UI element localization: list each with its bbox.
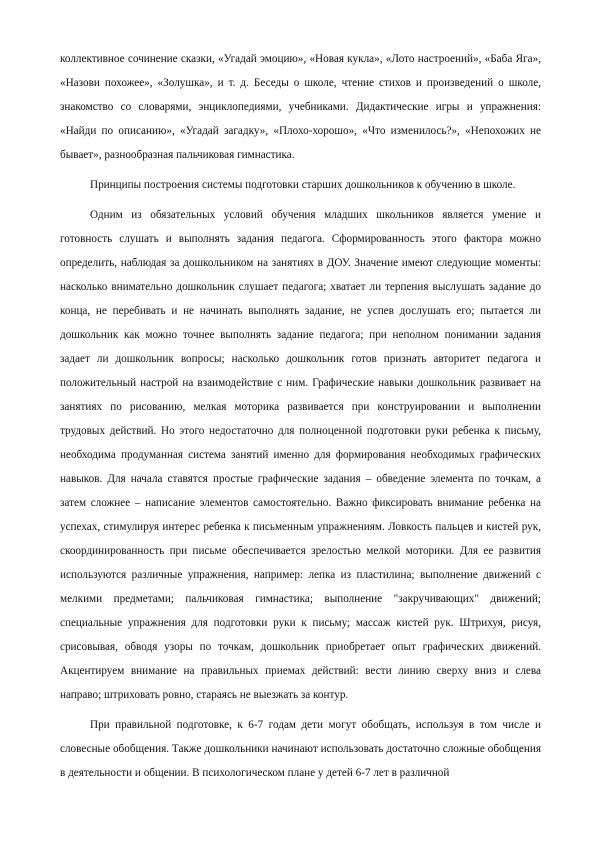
paragraph-principles-heading: Принципы построения системы подготовки старших дошкольников к обучению в школе. bbox=[90, 179, 516, 191]
paragraph-listening-skills: Одним из обязательных условий обучения младших школьников является умение и готовность слушать и выполнять задания педагога. Сформированность этого фактора можно определить, наблюдая за дошкольником на занятиях в ДОУ. Значение имеют следующие моменты: насколько внимательно дошкольник слушает педагога; хватает ли терпения выслушать задание до конца, не перебивать и не начинать выполнять задание, не успев дослушать его; пытается ли дошкольник как можно точнее выполнять задание педагога; при неполном понимании задания задает ли дошкольник вопросы; насколько дошкольник готов признать авторитет педагога и положительный настрой на взаимодействие с ним. Графические навыки дошкольник развивает на занятиях по рисованию, мелкая моторика развивается при конструировании и выполнении трудовых действий. Но этого недостаточно для полноценной подготовки руки ребенка к письму, необходима продуманная система занятий именно для формирования необходимых графических навыков. Для начала ставятся простые графические задания – обведение элемента по точкам, а затем сложнее – написание элементов самостоятельно. Важно фиксировать внимание ребенка на успехах, стимулируя интерес ребенка к письменным упражнениям. Ловкость пальцев и кистей рук, скоординированность при письме обеспечивается зрелостью мелкой моторики. Для ее развития используются различные упражнения, например: лепка из пластилина; выполнение движений с мелкими предметами; пальчиковая гимнастика; выполнение "закручивающих" движений; специальные упражнения для подготовки руки к письму; массаж кистей рук. Штрихуя, рисуя, срисовывая, обводя узоры по точкам, дошкольник приобретает опыт графических движений. Акцентируем внимание на правильных приемах действий: вести линию сверху вниз и слева направо; штриховать ровно, стараясь не выезжать за контур. bbox=[60, 209, 541, 701]
document-page bbox=[60, 47, 541, 785]
paragraph-games-list: коллективное сочинение сказки, «Угадай эмоцию», «Новая кукла», «Лото настроений», «Баба Яга», «Назови похожее», «Золушка», и т. д. Беседы о школе, чтение стихов и произведений о школе, знакомство со словарями, энциклопедиями, учебниками. Дидактические игры и упражнения: «Найди по описанию», «Угадай загадку», «Плохо-хорошо», «Что изменилось?», «Непохожих не бывает», разнообразная пальчиковая гимнастика. bbox=[60, 53, 541, 161]
paragraph-generalization: При правильной подготовке, к 6-7 годам дети могут обобщать, используя в том числе и словесные обобщения. Также дошкольники начинают использовать достаточно сложные обобщения в деятельности и общении. В психологическом плане у детей 6-7 лет в различной bbox=[60, 719, 541, 779]
